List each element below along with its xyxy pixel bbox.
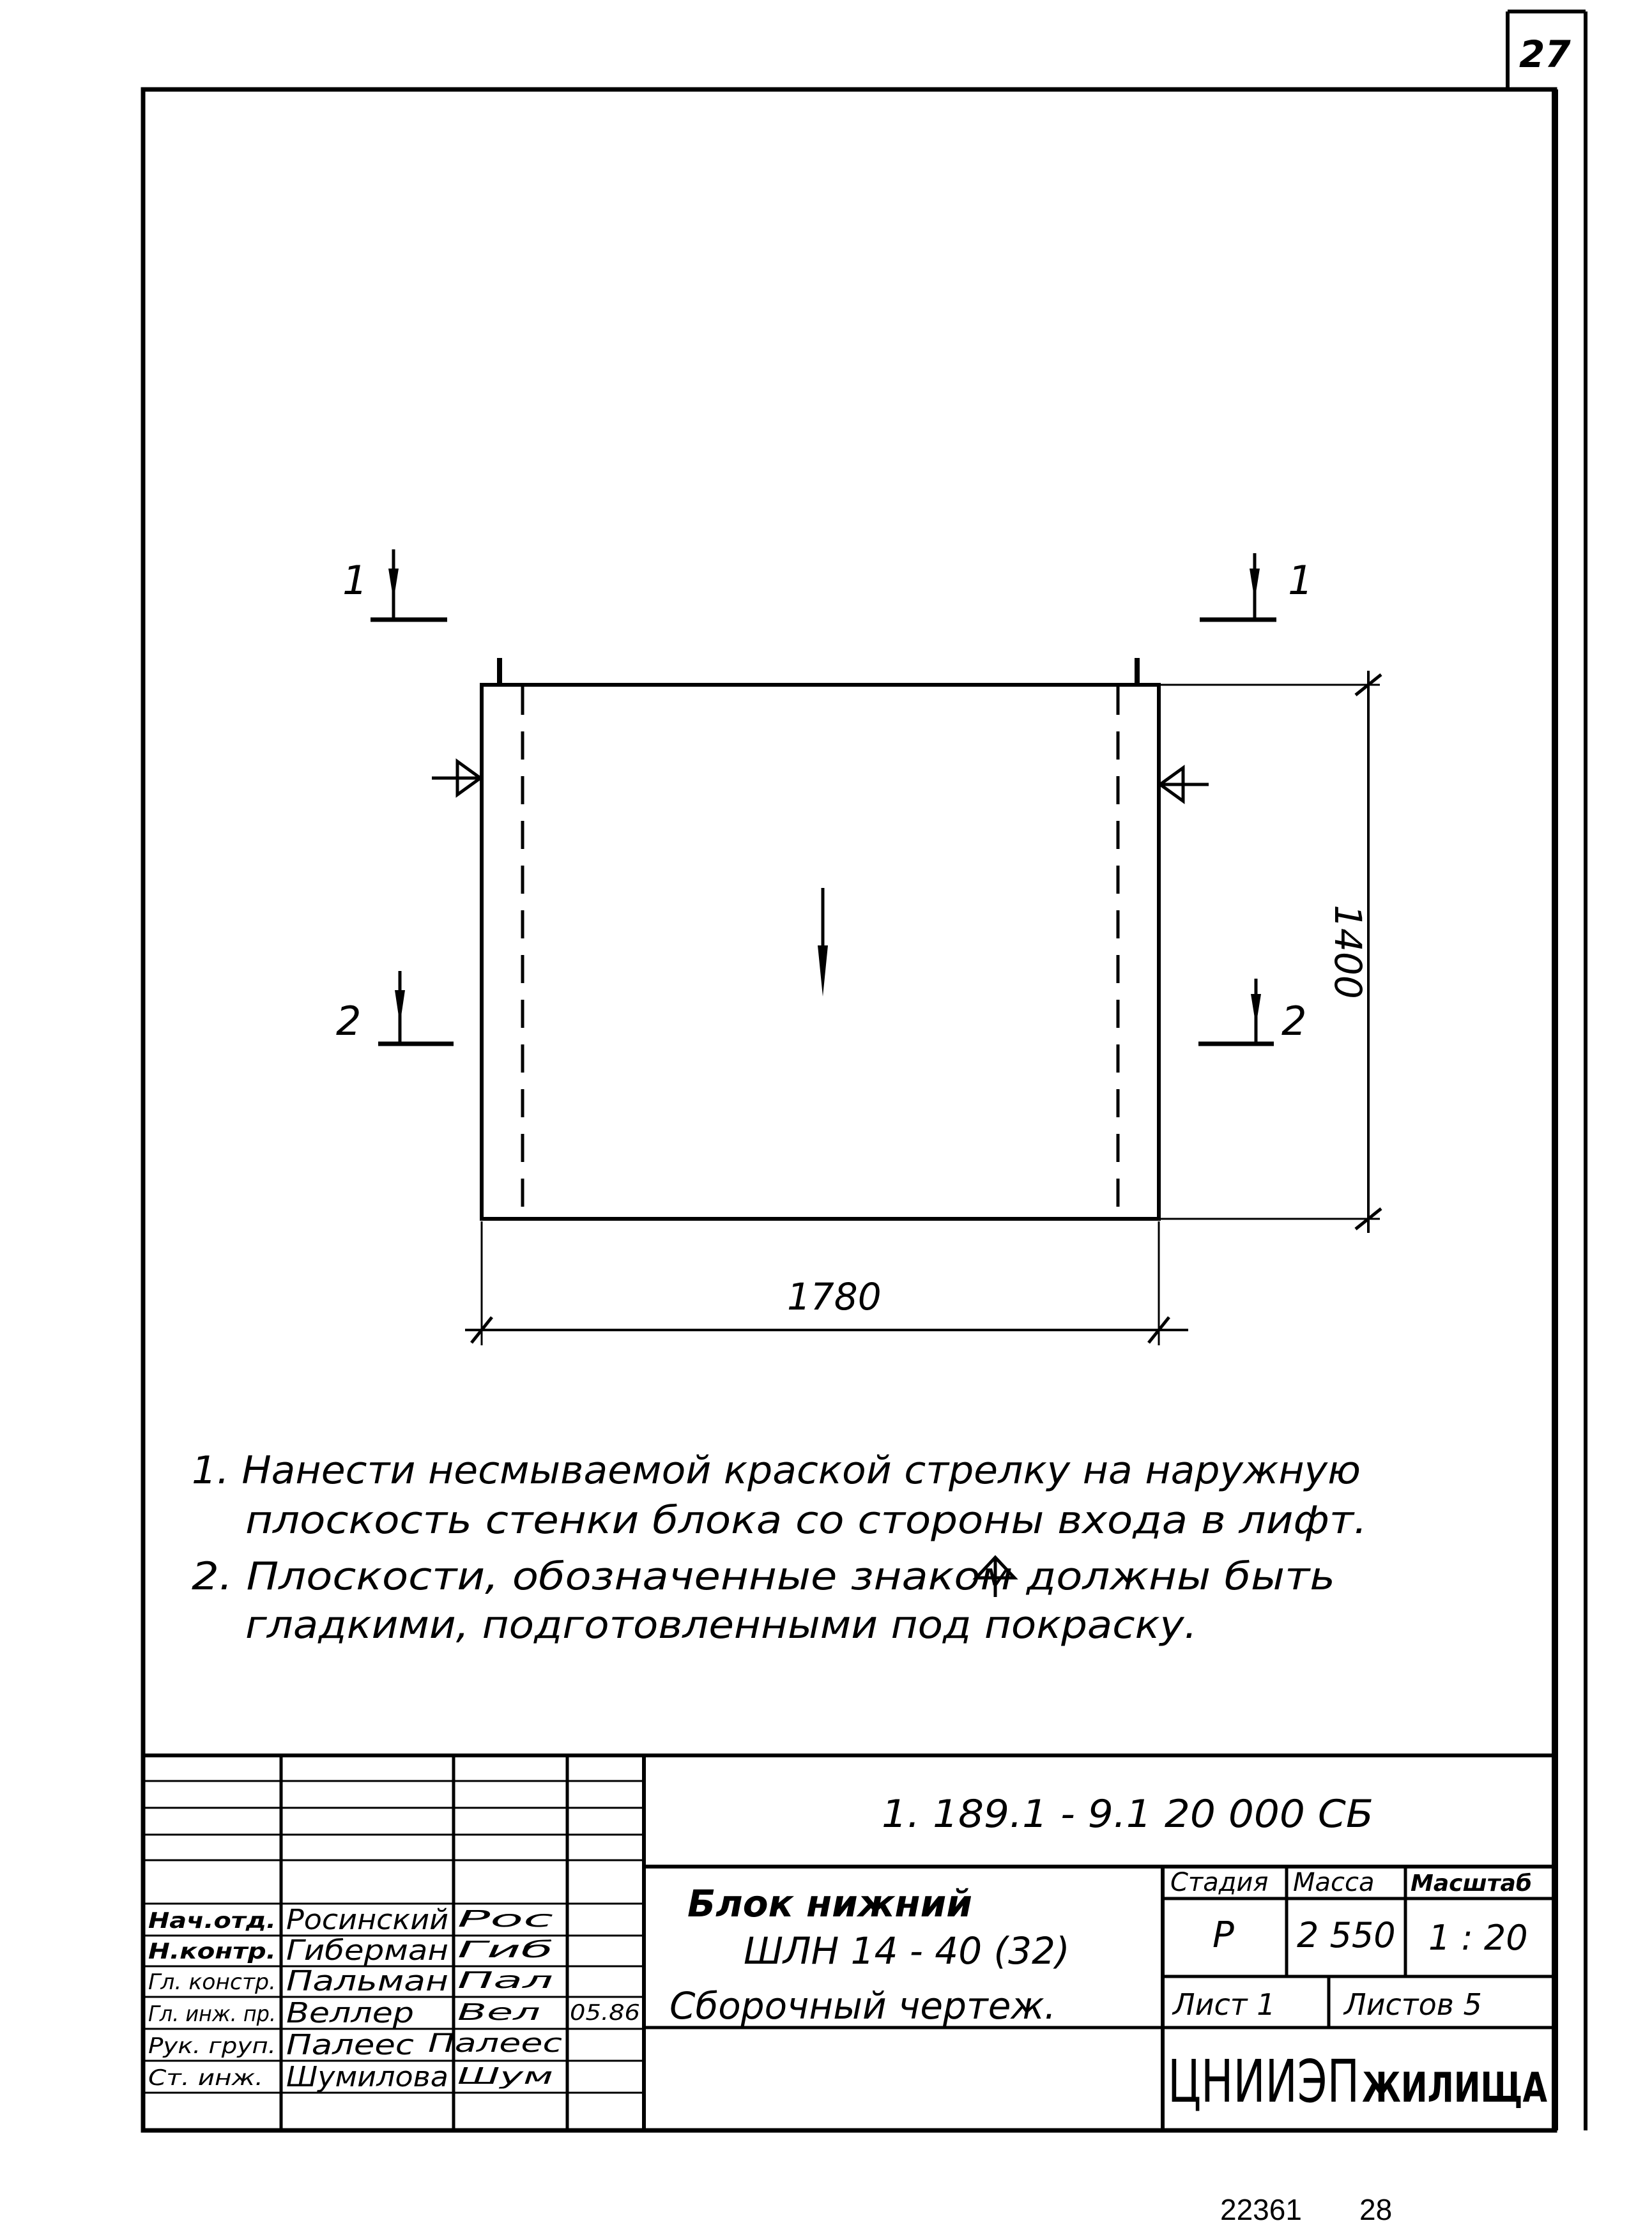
signature-name: Гиберман	[286, 1934, 448, 1967]
section-label: 1	[1288, 557, 1313, 604]
footer-page-number: 28	[1359, 2193, 1393, 2226]
entrance-arrow-icon	[818, 888, 828, 997]
signature-name: Росинский	[286, 1904, 448, 1936]
signature-name: Шумилова	[286, 2061, 448, 2093]
signature-role: Н.контр.	[148, 1939, 276, 1964]
signature-role: Ст. инж.	[148, 2065, 263, 2091]
signature-role: Гл. инж. пр.	[148, 2001, 276, 2027]
sheets-label: Листов 5	[1344, 1987, 1482, 2022]
signature-name: Пальман	[286, 1965, 448, 1998]
stage-value: Р	[1212, 1914, 1234, 1956]
corner-sheet-number: 27	[1519, 33, 1571, 76]
section-mark-2-left	[336, 971, 454, 1044]
signature-mark: Гиб	[457, 1937, 553, 1963]
signature-mark: Рос	[457, 1906, 554, 1932]
block-front-view	[482, 658, 1159, 1219]
smooth-surface-mark-left-icon	[432, 761, 480, 795]
signature-name: Веллер	[286, 1997, 414, 2029]
document-code: 1. 189.1 - 9.1 20 000 СБ	[882, 1792, 1373, 1837]
signature-role: Рук. груп.	[148, 2033, 276, 2059]
organization-name: ЦНИИЭП	[1168, 2047, 1359, 2116]
section-label: 2	[336, 998, 362, 1044]
dimension-width-label: 1780	[787, 1275, 882, 1318]
signature-mark: Палеес	[428, 2029, 562, 2058]
signature-mark: Шум	[457, 2063, 553, 2090]
signature-mark: Вел	[457, 1999, 540, 2026]
footer-code: 22361	[1220, 2193, 1302, 2226]
sheet-label: Лист 1	[1173, 1987, 1276, 2022]
mass-value: 2 550	[1297, 1915, 1396, 1955]
signature-mark: Пал	[457, 1968, 553, 1994]
signature-date: 05.86	[570, 2000, 640, 2026]
item-name-line-2: ШЛН 14 - 40 (32)	[744, 1929, 1070, 1973]
section-label: 1	[342, 557, 368, 604]
notes	[192, 1448, 1367, 1647]
note-1-line-1: 1. Нанести несмываемой краской стрелку на наружную	[192, 1448, 1361, 1493]
note-2-line-2: гладкими, подготовленными под покраску.	[245, 1603, 1197, 1647]
signature-role: Гл. констр.	[148, 1969, 276, 1995]
smooth-surface-mark-right-icon	[1160, 768, 1209, 801]
mass-header: Масса	[1293, 1868, 1375, 1897]
section-label: 2	[1281, 998, 1307, 1044]
item-name-line-1: Блок нижний	[687, 1882, 972, 1925]
note-2-line-1: 2. Плоскости, обозначенные знаком должны быть	[192, 1554, 1335, 1599]
organization-suffix: ЖИЛИЩА	[1362, 2065, 1548, 2112]
signature-role: Нач.отд.	[148, 1908, 276, 1934]
scale-header: Масштаб	[1411, 1870, 1532, 1897]
scale-value: 1 : 20	[1428, 1918, 1528, 1958]
note-1-line-2: плоскость стенки блока со стороны входа в лифт.	[245, 1498, 1367, 1543]
dimension-height-label: 1400	[1326, 905, 1370, 999]
section-mark-2-right	[1198, 979, 1306, 1044]
section-mark-1-left	[342, 549, 447, 620]
stage-header: Стадия	[1170, 1868, 1269, 1897]
signature-name: Палеес	[286, 2029, 414, 2061]
item-name-line-3: Сборочный чертеж.	[669, 1984, 1057, 2028]
section-mark-1-right	[1200, 553, 1313, 620]
